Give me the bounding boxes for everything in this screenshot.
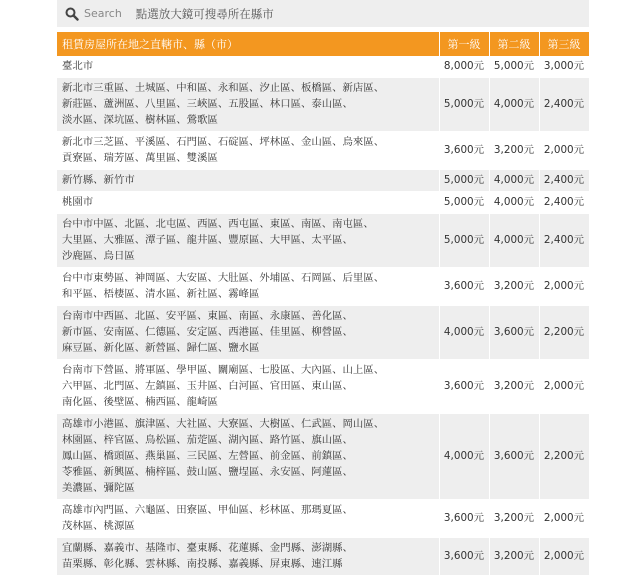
level2-amount-cell: 3,200元 [489,360,539,414]
table-row [57,192,589,214]
search-bar[interactable] [57,0,589,27]
region-cell: 新竹縣、新竹市 [57,170,439,192]
level1-amount-cell: 3,600元 [439,360,489,414]
level1-amount-cell: 5,000元 [439,214,489,268]
table-row [57,56,589,78]
region-column-header: 租賃房屋所在地之直轄市、縣（市） [57,32,439,56]
level3-amount-cell: 2,000元 [539,538,589,576]
table-row [57,214,589,268]
level2-amount-cell: 3,200元 [489,268,539,306]
level2-amount-cell: 4,000元 [489,78,539,132]
rent-level-table [57,32,590,576]
table-body [57,56,589,576]
level3-amount-cell: 2,000元 [539,500,589,538]
table-row [57,500,589,538]
level3-amount-cell: 2,200元 [539,414,589,500]
level3-amount-cell: 2,000元 [539,268,589,306]
level2-amount-cell: 3,600元 [489,414,539,500]
level1-amount-cell: 3,600元 [439,268,489,306]
level2-column-header: 第二級 [489,32,539,56]
level1-amount-cell: 4,000元 [439,414,489,500]
level1-amount-cell: 5,000元 [439,192,489,214]
level1-amount-cell: 3,600元 [439,538,489,576]
region-cell: 新北市三芝區、平溪區、石門區、石碇區、坪林區、金山區、烏來區、 貢寮區、瑞芳區、萬里區、雙溪區 [57,132,439,170]
level2-amount-cell: 4,000元 [489,214,539,268]
level2-amount-cell: 3,600元 [489,306,539,360]
search-placeholder[interactable]: Search [84,7,122,20]
region-cell: 台中市東勢區、神岡區、大安區、大肚區、外埔區、石岡區、后里區、 和平區、梧棲區、清水區、新社區、霧峰區 [57,268,439,306]
search-icon[interactable] [65,7,79,21]
level2-amount-cell: 3,200元 [489,132,539,170]
level3-amount-cell: 2,400元 [539,214,589,268]
level1-amount-cell: 8,000元 [439,56,489,78]
level3-column-header: 第三級 [539,32,589,56]
region-cell: 高雄市內門區、六龜區、田寮區、甲仙區、杉林區、那瑪夏區、 茂林區、桃源區 [57,500,439,538]
level1-amount-cell: 3,600元 [439,132,489,170]
search-hint: 點選放大鏡可搜尋所在縣市 [135,6,274,21]
level1-amount-cell: 5,000元 [439,170,489,192]
region-cell: 高雄市小港區、旗津區、大社區、大寮區、大樹區、仁武區、岡山區、 林園區、梓官區、鳥松區、茄萣區、湖內區、路竹區、旗山區、 鳳山區、橋頭區、燕巢區、三民區、左營區、前金區、前鎮區、 苓雅區、新興區、楠梓區、鼓山區、鹽埕區、永安區、阿蓮區、 美濃區、彌陀區 [57,414,439,500]
region-cell: 台南市下營區、將軍區、學甲區、關廟區、七股區、大內區、山上區、 六甲區、北門區、左鎮區、玉井區、白河區、官田區、東山區、 南化區、後壁區、楠西區、龍崎區 [57,360,439,414]
level2-amount-cell: 4,000元 [489,170,539,192]
table-row [57,306,589,360]
region-cell: 台南市中西區、北區、安平區、東區、南區、永康區、善化區、 新市區、安南區、仁德區、安定區、西港區、佳里區、柳營區、 麻豆區、新化區、新營區、歸仁區、鹽水區 [57,306,439,360]
table-row [57,360,589,414]
level3-amount-cell: 2,000元 [539,132,589,170]
region-cell: 桃園市 [57,192,439,214]
level3-amount-cell: 2,400元 [539,78,589,132]
level1-amount-cell: 4,000元 [439,306,489,360]
level2-amount-cell: 5,000元 [489,56,539,78]
level3-amount-cell: 3,000元 [539,56,589,78]
level2-amount-cell: 4,000元 [489,192,539,214]
level1-amount-cell: 5,000元 [439,78,489,132]
table-row [57,414,589,500]
level3-amount-cell: 2,000元 [539,360,589,414]
table-row [57,132,589,170]
table-row [57,268,589,306]
region-cell: 臺北市 [57,56,439,78]
table-row [57,170,589,192]
level1-amount-cell: 3,600元 [439,500,489,538]
region-cell: 宜蘭縣、嘉義市、基隆市、臺東縣、花蓮縣、金門縣、澎湖縣、 苗栗縣、彰化縣、雲林縣、南投縣、嘉義縣、屏東縣、連江縣 [57,538,439,576]
region-cell: 台中市中區、北區、北屯區、西區、西屯區、東區、南區、南屯區、 大里區、大雅區、潭子區、龍井區、豐原區、大甲區、太平區、 沙鹿區、烏日區 [57,214,439,268]
table-row [57,78,589,132]
level3-amount-cell: 2,200元 [539,306,589,360]
table-row [57,538,589,576]
level3-amount-cell: 2,400元 [539,192,589,214]
level3-amount-cell: 2,400元 [539,170,589,192]
level1-column-header: 第一級 [439,32,489,56]
level2-amount-cell: 3,200元 [489,538,539,576]
level2-amount-cell: 3,200元 [489,500,539,538]
region-cell: 新北市三重區、土城區、中和區、永和區、汐止區、板橋區、新店區、 新莊區、蘆洲區、八里區、三峽區、五股區、林口區、泰山區、 淡水區、深坑區、樹林區、鶯歌區 [57,78,439,132]
table-header-row [57,32,589,56]
